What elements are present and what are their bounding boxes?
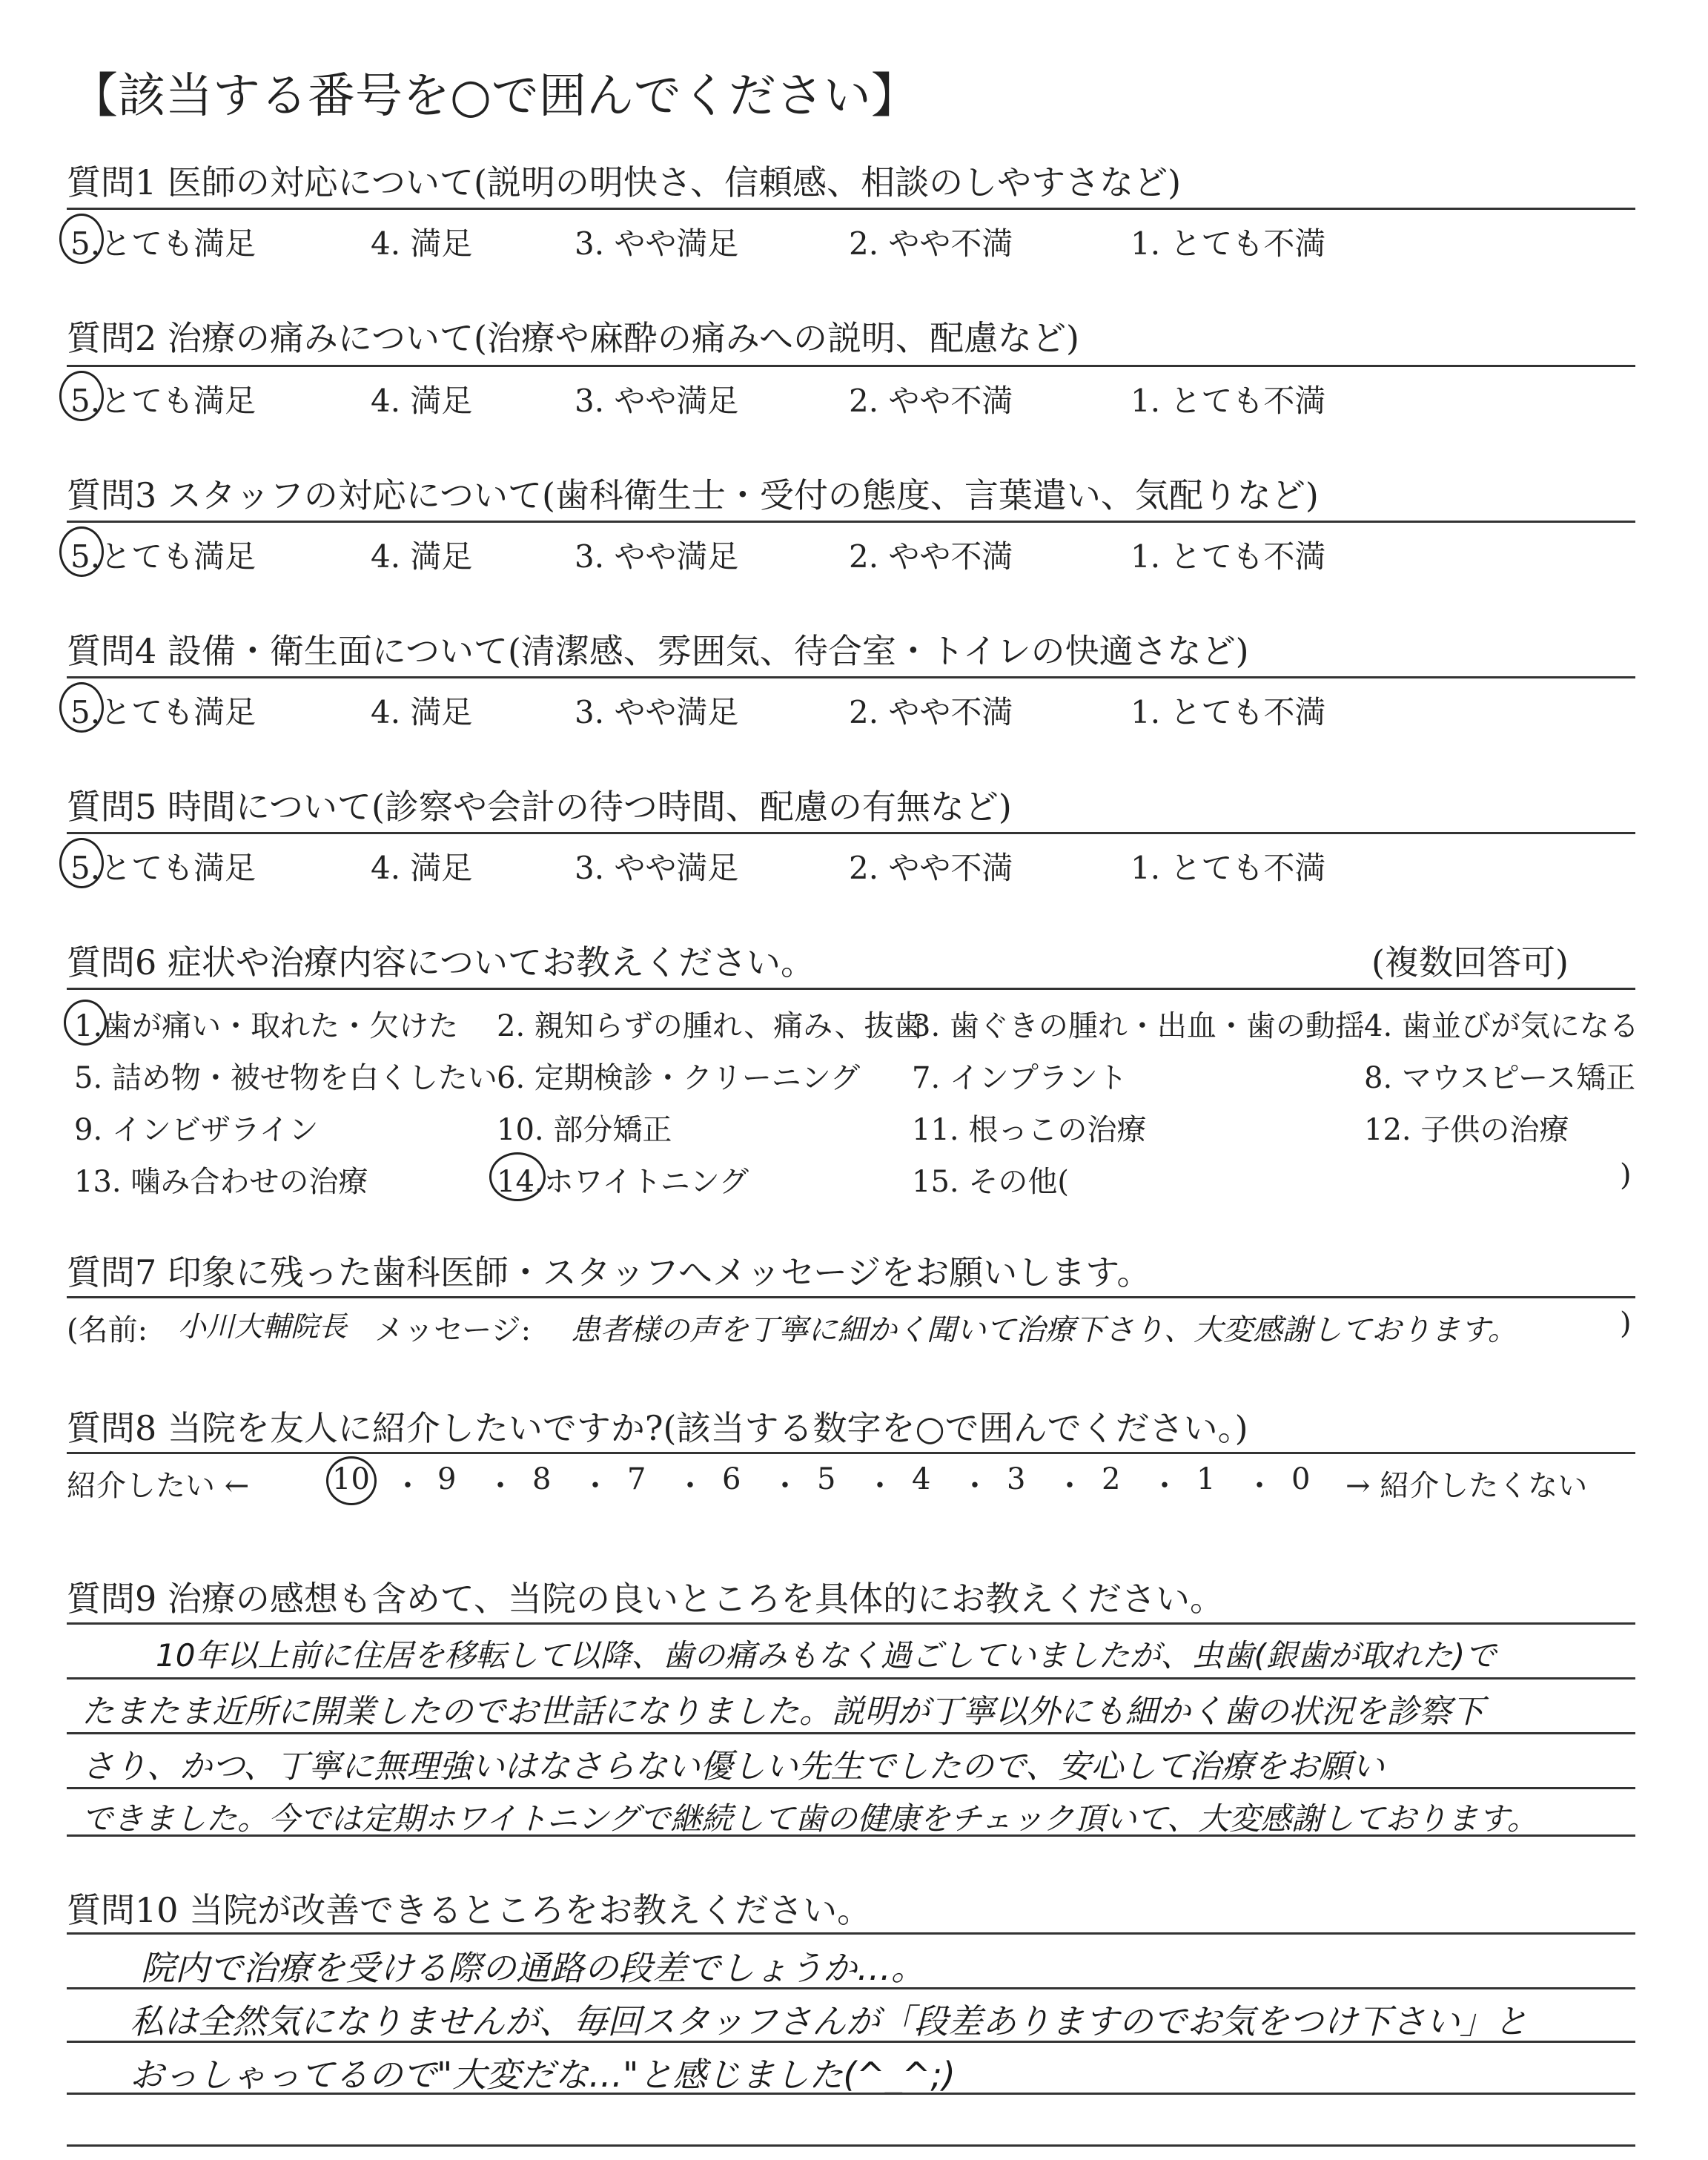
symptom-option[interactable]: 3. 歯ぐきの腫れ・出血・歯の動揺 [912, 1009, 1365, 1043]
other-close-paren: ) [1620, 1158, 1632, 1192]
option-1[interactable]: 1. とても不満 [1131, 225, 1326, 262]
option-5[interactable]: 5.とても満足 [70, 850, 256, 886]
scale-separator: ・ [1245, 1469, 1274, 1503]
option-3[interactable]: 3. やや満足 [575, 850, 739, 886]
question-4-label: 質問4 設備・衛生面について(清潔感、雰囲気、待合室・トイレの快適さなど) [67, 631, 1249, 671]
symptom-option[interactable]: 2. 親知らずの腫れ、痛み、抜歯 [497, 1009, 924, 1043]
option-4[interactable]: 4. 満足 [371, 538, 473, 575]
page-title: 【該当する番号を○で囲んでください】 [70, 69, 918, 124]
recommend-left-label: 紹介したい ← [67, 1469, 250, 1503]
comment-line[interactable]: さり、かつ、丁寧に無理強いはなさらない優しい先生でしたので、安心して治療をお願い [82, 1748, 1385, 1786]
scale-separator: ・ [393, 1469, 423, 1503]
scale-0[interactable]: 0 [1291, 1462, 1311, 1496]
option-1[interactable]: 1. とても不満 [1131, 383, 1326, 419]
scale-10[interactable]: 10 [332, 1462, 370, 1496]
scale-7[interactable]: 7 [627, 1462, 646, 1496]
option-4[interactable]: 4. 満足 [371, 850, 473, 886]
symptom-option[interactable]: 5. 詰め物・被せ物を白くしたい [74, 1061, 497, 1095]
option-3[interactable]: 3. やや満足 [575, 694, 739, 730]
symptom-option[interactable]: 12. 子供の治療 [1364, 1113, 1569, 1147]
scale-separator: ・ [1055, 1469, 1085, 1503]
scale-9[interactable]: 9 [437, 1462, 457, 1496]
name-prefix: (名前: [67, 1313, 148, 1347]
question-2-label: 質問2 治療の痛みについて(治療や麻酔の痛みへの説明、配慮など) [67, 318, 1079, 358]
scale-separator: ・ [580, 1469, 610, 1503]
option-5[interactable]: 5.とても満足 [70, 383, 256, 419]
improvement-line[interactable]: 私は全然気になりませんが、毎回スタッフさんが「段差ありますのでお気をつけ下さい」と [130, 2001, 1528, 2041]
option-2[interactable]: 2. やや不満 [849, 538, 1013, 575]
question-5-label: 質問5 時間について(診察や会計の待つ時間、配慮の有無など) [67, 787, 1012, 827]
question-7-label: 質問7 印象に残った歯科医師・スタッフへメッセージをお願いします。 [67, 1252, 1151, 1292]
message-value[interactable]: 患者様の声を丁寧に細かく聞いて治療下さり、大変感謝しております。 [571, 1313, 1517, 1347]
option-1[interactable]: 1. とても不満 [1131, 694, 1326, 730]
scale-separator: ・ [770, 1469, 800, 1503]
recommend-right-label: → 紹介したくない [1345, 1469, 1588, 1503]
question-1-label: 質問1 医師の対応について(説明の明快さ、信頼感、相談のしやすさなど) [67, 162, 1182, 202]
symptom-option[interactable]: 13. 噛み合わせの治療 [74, 1165, 368, 1199]
option-1[interactable]: 1. とても不満 [1131, 850, 1326, 886]
scale-8[interactable]: 8 [532, 1462, 552, 1496]
scale-4[interactable]: 4 [912, 1462, 931, 1496]
scale-6[interactable]: 6 [722, 1462, 741, 1496]
scale-2[interactable]: 2 [1102, 1462, 1121, 1496]
option-2[interactable]: 2. やや不満 [849, 383, 1013, 419]
option-1[interactable]: 1. とても不満 [1131, 538, 1326, 575]
doctor-name-value[interactable]: 小川大輔院長 [178, 1310, 348, 1343]
symptom-option[interactable]: 7. インプラント [912, 1061, 1128, 1095]
comment-line[interactable]: できました。今では定期ホワイトニングで継続して歯の健康をチェック頂いて、大変感謝しております。 [82, 1800, 1538, 1837]
option-2[interactable]: 2. やや不満 [849, 225, 1013, 262]
option-3[interactable]: 3. やや満足 [575, 383, 739, 419]
improvement-line[interactable]: 院内で治療を受ける際の通路の段差でしょうか…。 [141, 1948, 925, 1988]
scale-separator: ・ [865, 1469, 895, 1503]
symptom-option[interactable]: 11. 根っこの治療 [912, 1113, 1147, 1147]
option-5[interactable]: 5.とても満足 [70, 694, 256, 730]
scale-1[interactable]: 1 [1196, 1462, 1216, 1496]
message-label: メッセージ: [374, 1313, 532, 1347]
multiple-answers-note: (複数回答可) [1371, 942, 1569, 982]
scale-separator: ・ [960, 1469, 990, 1503]
message-close-paren: ) [1620, 1307, 1632, 1341]
option-4[interactable]: 4. 満足 [371, 694, 473, 730]
option-5[interactable]: 5.とても満足 [70, 538, 256, 575]
question-6-label: 質問6 症状や治療内容についてお教えください。 [67, 942, 815, 982]
option-5[interactable]: 5.とても満足 [70, 225, 256, 262]
question-10-label: 質問10 当院が改善できるところをお教えください。 [67, 1890, 872, 1930]
question-3-label: 質問3 スタッフの対応について(歯科衛生士・受付の態度、言葉遣い、気配りなど) [67, 475, 1319, 515]
comment-line[interactable]: 10年以上前に住居を移転して以降、歯の痛みもなく過ごしていましたが、虫歯(銀歯が取れた)で [156, 1637, 1497, 1674]
scale-3[interactable]: 3 [1007, 1462, 1026, 1496]
scale-separator: ・ [486, 1469, 515, 1503]
symptom-option[interactable]: 14.ホワイトニング [497, 1165, 749, 1199]
comment-line[interactable]: たまたま近所に開業したのでお世話になりました。説明が丁寧以外にも細かく歯の状況を診察下 [82, 1693, 1484, 1731]
option-2[interactable]: 2. やや不満 [849, 850, 1013, 886]
improvement-line[interactable]: おっしゃってるので"大変だな…"と感じました(^_^;) [130, 2055, 956, 2095]
option-4[interactable]: 4. 満足 [371, 383, 473, 419]
option-3[interactable]: 3. やや満足 [575, 225, 739, 262]
question-9-label: 質問9 治療の感想も含めて、当院の良いところを具体的にお教えください。 [67, 1579, 1224, 1619]
option-3[interactable]: 3. やや満足 [575, 538, 739, 575]
symptom-option[interactable]: 15. その他( [912, 1165, 1069, 1199]
option-4[interactable]: 4. 満足 [371, 225, 473, 262]
option-2[interactable]: 2. やや不満 [849, 694, 1013, 730]
symptom-option[interactable]: 10. 部分矯正 [497, 1113, 672, 1147]
symptom-option[interactable]: 8. マウスピース矯正 [1364, 1061, 1636, 1095]
symptom-option[interactable]: 9. インビザライン [74, 1113, 319, 1147]
scale-separator: ・ [1150, 1469, 1179, 1503]
question-8-label: 質問8 当院を友人に紹介したいですか?(該当する数字を○で囲んでください。) [67, 1408, 1248, 1448]
symptom-option[interactable]: 1.歯が痛い・取れた・欠けた [74, 1009, 459, 1043]
scale-5[interactable]: 5 [817, 1462, 836, 1496]
symptom-option[interactable]: 4. 歯並びが気になる [1364, 1009, 1639, 1043]
symptom-option[interactable]: 6. 定期検診・クリーニング [497, 1061, 861, 1095]
scale-separator: ・ [675, 1469, 705, 1503]
